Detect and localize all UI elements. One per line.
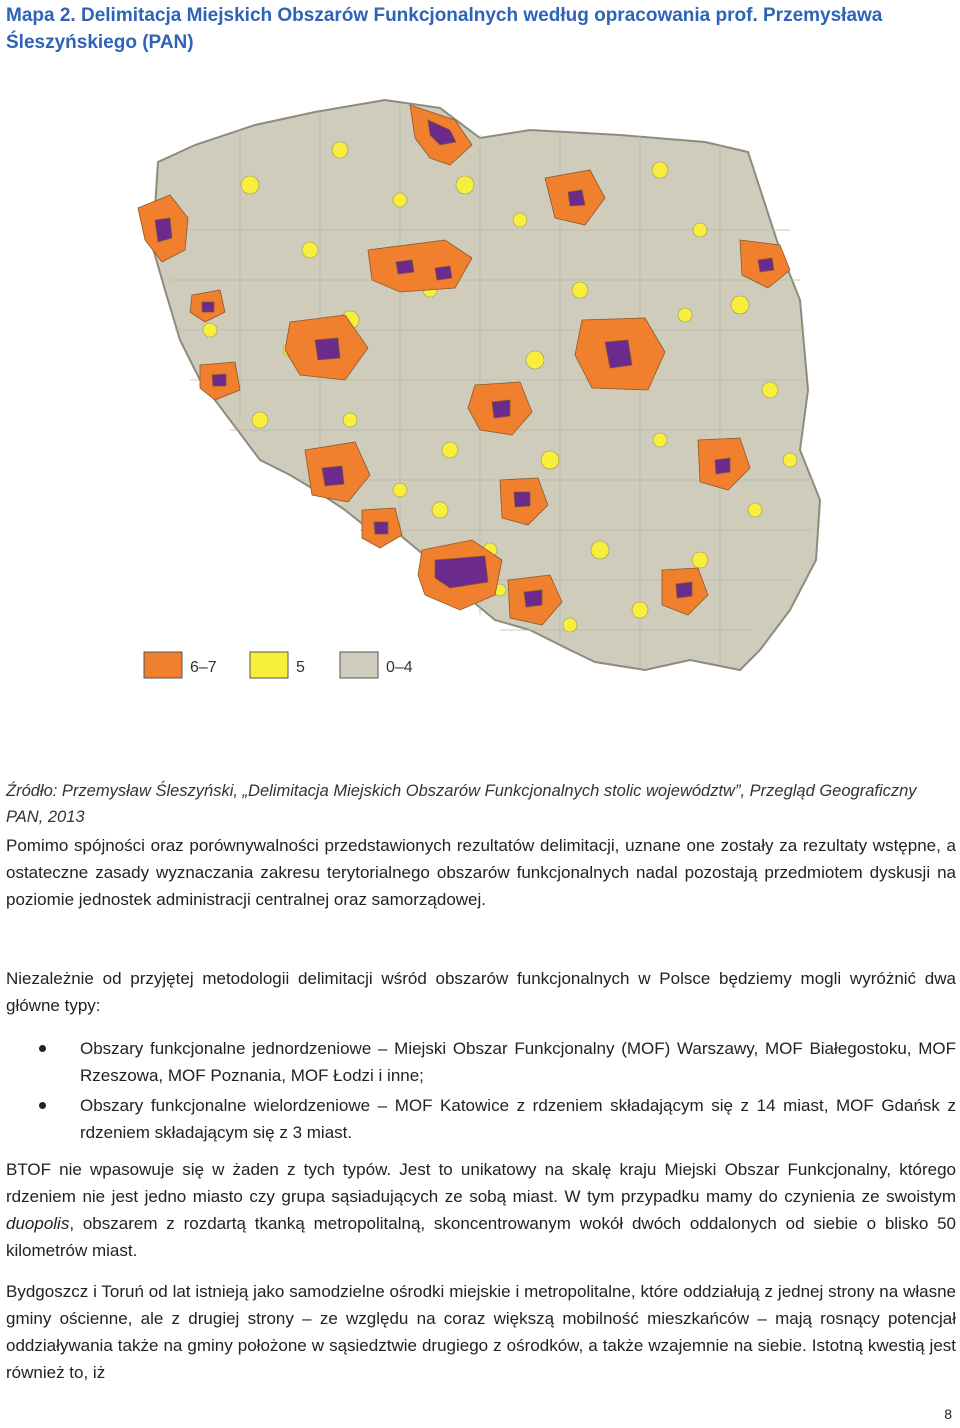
heading-line-1: Mapa 2. Delimitacja Miejskich Obszarów Funkcjonalnych według opracowania prof. Przemysława	[6, 5, 883, 26]
page-number: 8	[944, 1406, 952, 1422]
bullet-dot	[39, 1102, 46, 1109]
paragraph-2: Niezależnie od przyjętej metodologii delimitacji wśród obszarów funkcjonalnych w Polsce będziemy mogli wyróżnić dwa główne typy:	[6, 969, 956, 1015]
paragraph-3-text-b: , obszarem z rozdartą tkanką metropolitalną, skoncentrowanym wokół dwóch oddalonych od siebie o blisko 50 kilometrów miast.	[6, 1214, 956, 1260]
paragraph-1: Pomimo spójności oraz porównywalności przedstawionych rezultatów delimitacji, uznane one zostały za rezultaty wstępne, a ostateczne zasady wyznaczania zakresu terytorialnego obszarów funkcjonalnych nadal pozostają przedmiotem dyskusji na poziomie jednostek administracji centralnej oraz samorządowej.	[6, 836, 956, 909]
bullet-item	[6, 1035, 956, 1089]
paragraph-3-emphasis: duopolis	[6, 1214, 70, 1233]
bullet-text: Obszary funkcjonalne wielordzeniowe – MOF Katowice z rdzeniem składającym się z 14 miast, MOF Gdańsk z rdzeniem składającym się z 3 miast.	[80, 1096, 956, 1142]
poland-mof-map	[100, 90, 860, 730]
paragraph-4: Bydgoszcz i Toruń od lat istnieją jako samodzielne ośrodki miejskie i metropolitalne, które oddziałują z jednej strony na własne gminy ościenne, ale z drugiej strony – ze względu na coraz większą mobilność mieszkańców – mają rosnący potencjał oddziaływania także na gminy położone w sąsiedztwie drugiego z ośrodków, a także wzajemnie na siebie. Istotną kwestią jest również to, iż	[6, 1282, 956, 1382]
legend-swatch-6-7	[144, 652, 182, 678]
legend-swatch-0-4	[340, 652, 378, 678]
map-caption-heading	[6, 2, 946, 56]
paragraph-3	[6, 1156, 956, 1264]
map-source-note: Źródło: Przemysław Śleszyński, „Delimitacja Miejskich Obszarów Funkcjonalnych stolic województw”, Przegląd Geograficzny PAN, 2013	[6, 782, 917, 826]
legend-label-0-4: 0–4	[386, 659, 413, 676]
paragraph-3-text-a: BTOF nie wpasowuje się w żaden z tych typów. Jest to unikatowy na skalę kraju Miejski Obszar Funkcjonalny, którego rdzeniem nie jest jedno miasto czy grupa sąsiadujących ze sobą miast. W tym przypadku mamy do czynienia ze swoistym	[6, 1160, 956, 1206]
map-legend	[144, 652, 413, 678]
legend-label-5: 5	[296, 659, 305, 676]
bullet-list	[6, 1035, 956, 1146]
heading-line-2: Śleszyńskiego (PAN)	[6, 32, 194, 53]
bullet-item	[6, 1092, 956, 1146]
bullet-dot	[39, 1045, 46, 1052]
legend-swatch-5	[250, 652, 288, 678]
legend-label-6-7: 6–7	[190, 659, 217, 676]
map-svg	[100, 90, 860, 730]
bullet-text: Obszary funkcjonalne jednordzeniowe – Miejski Obszar Funkcjonalny (MOF) Warszawy, MOF Białegostoku, MOF Rzeszowa, MOF Poznania, MOF Łodzi i inne;	[80, 1039, 956, 1085]
